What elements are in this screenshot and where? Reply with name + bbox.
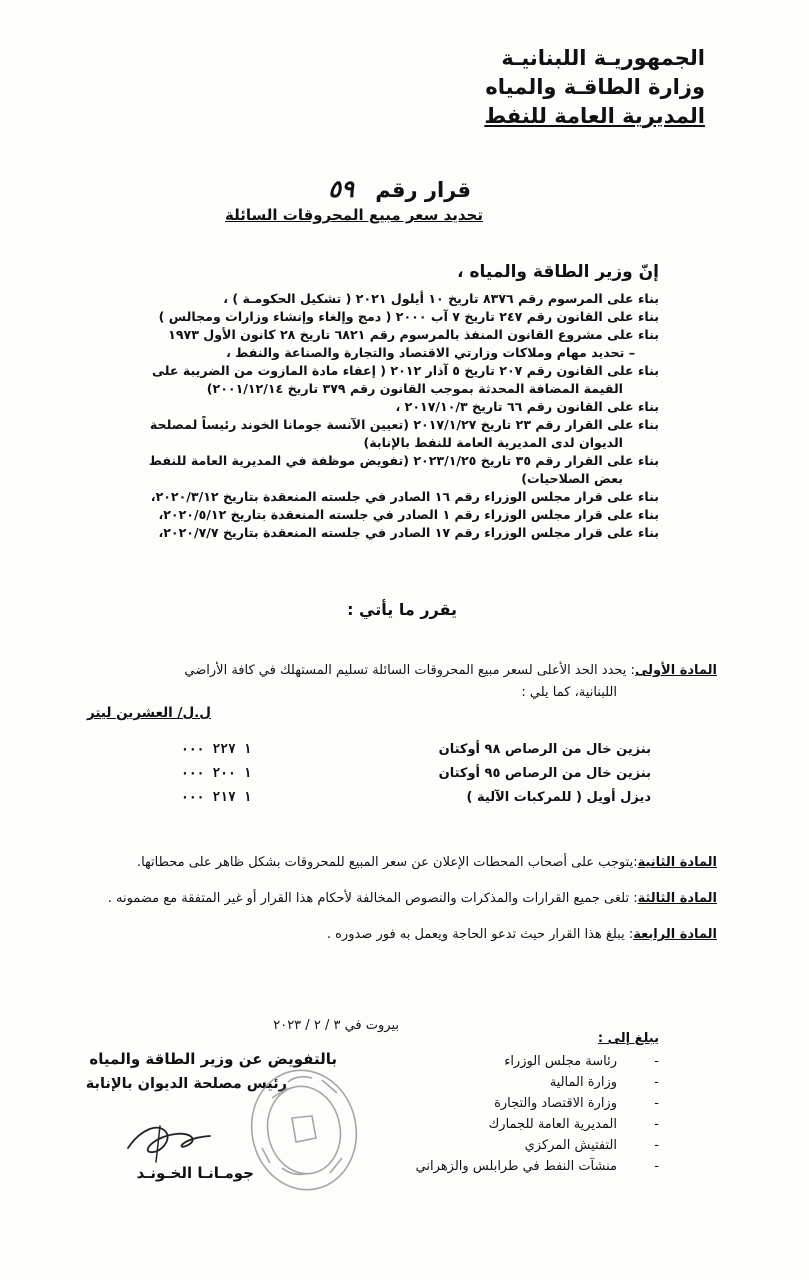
letterhead-directorate: المديرية العامة للنفط: [484, 104, 705, 128]
article-1-text: : يحدد الحد الأعلى لسعر مبيع المحروقات السائلة تسليم المستهلك في كافة الأراضي: [184, 663, 635, 678]
signatory-delegation: بالتفويض عن وزير الطاقة والمياه: [89, 1050, 337, 1068]
article-1-label: المادة الأولى: [634, 663, 717, 678]
article-1-text-cont: اللبنانية، كما يلي :: [521, 685, 617, 700]
distribution-label: يبلغ إلى :: [597, 1031, 659, 1046]
legal-basis-list: [149, 290, 659, 542]
decision-subject: تحديد سعر مبيع المحروقات السائلة: [225, 206, 483, 224]
product-price: ١ ٢٠٠ ٠٠٠: [181, 766, 252, 781]
basis-line: بناء على قرار مجلس الوزراء رقم ١ الصادر في جلسته المنعقدة بتاريخ ٢٠٢٠/٥/١٢،: [158, 507, 659, 522]
basis-line-continuation: – تحديد مهام وملاكات وزارتي الاقتصاد والتجارة والصناعة والنفط ،: [226, 345, 635, 360]
article-3-text: : تلغى جميع القرارات والمذكرات والنصوص المخالفة لأحكام هذا القرار أو غير المتفقة مع مضمونه .: [107, 891, 638, 906]
price-table: [181, 738, 651, 810]
article-2: [97, 852, 717, 874]
article-4-text: : يبلغ هذا القرار حيث تدعو الحاجة ويعمل به فور صدوره .: [326, 927, 634, 942]
basis-line: بناء على القرار رقم ٣٥ تاريخ ٢٠٢٣/١/٢٥ (تفويض موظفة في المديرية العامة للنفط: [149, 453, 659, 468]
article-2-label: المادة الثانية: [637, 855, 717, 870]
article-4: [97, 924, 717, 946]
price-row: [181, 786, 651, 810]
decides-heading: يقرر ما يأتي :: [347, 600, 457, 619]
minister-line: إنّ وزير الطاقة والمياه ،: [457, 262, 659, 282]
letterhead-republic: الجمهوريـة اللبنانيـة: [501, 46, 705, 70]
distribution-item: - رئاسة مجلس الوزراء: [419, 1051, 659, 1072]
basis-line: بناء على قرار مجلس الوزراء رقم ١٦ الصادر في جلسته المنعقدة بتاريخ ٢٠٢٠/٣/١٢،: [150, 489, 659, 504]
decision-title-label: قرار رقم: [375, 178, 471, 202]
distribution-item: - وزارة الاقتصاد والتجارة: [419, 1093, 659, 1114]
decision-number: ٥٩: [328, 174, 354, 203]
signatory-name: جومـانـا الخـونـد: [136, 1164, 254, 1182]
product-price: ١ ٢٢٧ ٠٠٠: [181, 742, 252, 757]
article-3: [77, 888, 717, 910]
official-stamp-icon: [242, 1058, 372, 1198]
distribution-item: - وزارة المالية: [419, 1072, 659, 1093]
product-name: بنزين خال من الرصاص ٩٨ أوكتان: [438, 742, 651, 757]
article-1: [97, 660, 717, 704]
letterhead: [484, 44, 705, 131]
distribution-list: [415, 1028, 659, 1177]
price-row: [181, 762, 651, 786]
decision-title: [328, 174, 471, 203]
date-line: بيروت في ٣ / ٢ / ٢٠٢٣: [273, 1018, 399, 1033]
basis-line: بناء على قرار مجلس الوزراء رقم ١٧ الصادر في جلسته المنعقدة بتاريخ ٢٠٢٠/٧/٧،: [158, 525, 659, 540]
basis-line: بناء على مشروع القانون المنفذ بالمرسوم رقم ٦٨٢١ تاريخ ٢٨ كانون الأول ١٩٧٣: [168, 327, 659, 342]
distribution-item: - منشآت النفط في طرابلس والزهراني: [419, 1156, 659, 1177]
basis-line: بناء على القرار رقم ٢٣ تاريخ ٢٠١٧/١/٢٧ (تعيين الآنسة جومانا الخوند رئيساً لمصلحة: [149, 417, 659, 432]
distribution-item: - التفتيش المركزي: [419, 1135, 659, 1156]
product-price: ١ ٢١٧ ٠٠٠: [181, 790, 252, 805]
basis-line-continuation: القيمة المضافة المحدثة بموجب القانون رقم ٣٧٩ تاريخ ٢٠٠١/١٢/١٤): [206, 381, 623, 396]
basis-line-continuation: الديوان لدى المديرية العامة للنفط بالإنابة): [363, 435, 623, 450]
signatory-title: رئيس مصلحة الديوان بالإنابة: [85, 1076, 287, 1092]
article-3-label: المادة الثالثة: [637, 891, 717, 906]
handwritten-signature-icon: [120, 1112, 220, 1172]
basis-line: بناء على القانون رقم ٢٠٧ تاريخ ٥ آذار ٢٠١٢ ( إعفاء مادة المازوت من الضريبة على: [152, 363, 659, 378]
basis-line: بناء على القانون رقم ٦٦ تاريخ ٢٠١٧/١٠/٣ ،: [395, 399, 659, 414]
article-2-text: :يتوجب على أصحاب المحطات الإعلان عن سعر المبيع للمحروقات بشكل ظاهر على محطاتها.: [136, 855, 638, 870]
distribution-item: - المديرية العامة للجمارك: [419, 1114, 659, 1135]
product-name: ديزل أويل ( للمركبات الآلية ): [466, 790, 651, 805]
basis-line-continuation: بعض الصلاحيات): [521, 471, 623, 486]
price-unit-header: ل.ل/ العشرين ليتر: [86, 705, 211, 721]
basis-line: بناء على المرسوم رقم ٨٣٧٦ تاريخ ١٠ أيلول ٢٠٢١ ( تشكيل الحكومـة ) ،: [223, 291, 659, 306]
letterhead-ministry: وزارة الطاقـة والمياه: [485, 75, 705, 99]
basis-line: بناء على القانون رقم ٢٤٧ تاريخ ٧ آب ٢٠٠٠ ( دمج وإلغاء وإنشاء وزارات ومجالس ): [158, 309, 659, 324]
article-4-label: المادة الرابعة: [633, 927, 717, 942]
product-name: بنزين خال من الرصاص ٩٥ أوكتان: [438, 766, 651, 781]
price-row: [181, 738, 651, 762]
